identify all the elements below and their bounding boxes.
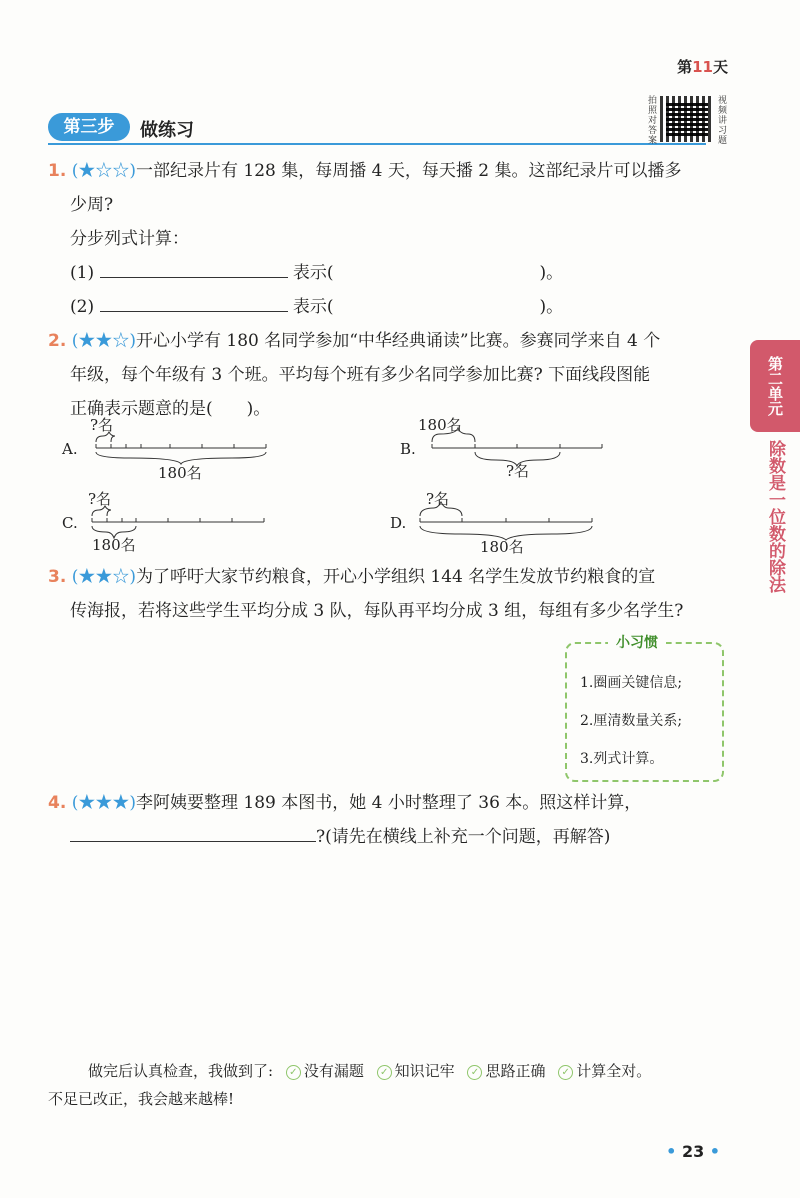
- qr-right-caption: 视频讲习题: [718, 96, 728, 146]
- unit-topic: 除数是一位数的除法: [765, 440, 785, 593]
- diagram-label-c: C.: [62, 514, 78, 532]
- brace-bottom-a: [96, 452, 266, 464]
- diagram-bottom-d: 180名: [480, 538, 524, 556]
- habit-title: 小习惯: [608, 632, 666, 652]
- difficulty-stars: (★★☆): [71, 567, 136, 587]
- ticks-a: [96, 444, 266, 448]
- diagram-bottom-c: 180名: [92, 536, 136, 554]
- segment-diagrams: [60, 410, 620, 560]
- step-badge: 第三步: [48, 113, 130, 141]
- unit-tab: 第二单元: [750, 340, 800, 432]
- diagram-label-a: A.: [62, 440, 78, 458]
- habit-item: 2.厘清数量关系;: [580, 713, 683, 729]
- answer-line[interactable]: [100, 259, 288, 278]
- check-circle-icon[interactable]: ✓: [286, 1065, 301, 1080]
- question-2: 2. (★★☆)开心小学有 180 名同学参加“中华经典诵读”比赛。参赛同学来自 4 个 年级，每个年级有 3 个班。平均每个班有多少名同学参加比赛? 下面线段图能 正确表示题意的是( )。: [48, 331, 661, 419]
- diagram-top-c: ?名: [88, 490, 112, 508]
- check-circle-icon[interactable]: ✓: [558, 1065, 573, 1080]
- page-number: • 23 •: [666, 1142, 720, 1161]
- habit-item: 1.圈画关键信息;: [580, 675, 683, 691]
- habit-item: 3.列式计算。: [580, 751, 664, 767]
- diagram-top-b: 180名: [418, 416, 462, 434]
- day-label: 第11天: [677, 58, 728, 76]
- diagram-top-d: ?名: [426, 490, 450, 508]
- difficulty-stars: (★★★): [71, 793, 136, 813]
- diagram-label-b: B.: [400, 440, 416, 458]
- difficulty-stars: (★★☆): [71, 331, 136, 351]
- question-1: 1. (★☆☆)一部纪录片有 128 集，每周播 4 天，每天播 2 集。这部纪录片可以播多 少周? 分步列式计算： (1) 表示( )。 (2) 表示( )。: [48, 161, 682, 317]
- difficulty-stars: (★☆☆): [71, 161, 136, 181]
- step-divider: [48, 143, 706, 145]
- check-circle-icon[interactable]: ✓: [467, 1065, 482, 1080]
- checklist: 做完后认真检查，我做到了: ✓ 没有漏题 ✓ 知识记牢 ✓ 思路正确 ✓ 计算全对。: [88, 1062, 652, 1080]
- question-4: 4. (★★★)李阿姨要整理 189 本图书，她 4 小时整理了 36 本。照这样计算， ?(请先在横线上补充一个问题，再解答): [48, 793, 642, 847]
- diagram-bottom-a: 180名: [158, 464, 202, 482]
- step-title: 做练习: [140, 120, 194, 141]
- question-fill-line[interactable]: [70, 823, 316, 842]
- qr-code-pattern: [666, 102, 708, 136]
- diagram-top-a: ?名: [90, 416, 114, 434]
- checklist-closing: 不足已改正，我会越来越棒!: [48, 1090, 235, 1108]
- answer-line[interactable]: [100, 293, 288, 312]
- check-circle-icon[interactable]: ✓: [377, 1065, 392, 1080]
- diagram-bottom-b: ?名: [506, 462, 530, 480]
- diagram-label-d: D.: [390, 514, 407, 532]
- qr-left-caption: 拍照对答案: [648, 96, 658, 146]
- question-3: 3. (★★☆)为了呼吁大家节约粮食，开心小学组织 144 名学生发放节约粮食的宣 传海报，若将这些学生平均分成 3 队，每队再平均分成 3 组，每组有多少名学生?: [48, 567, 684, 621]
